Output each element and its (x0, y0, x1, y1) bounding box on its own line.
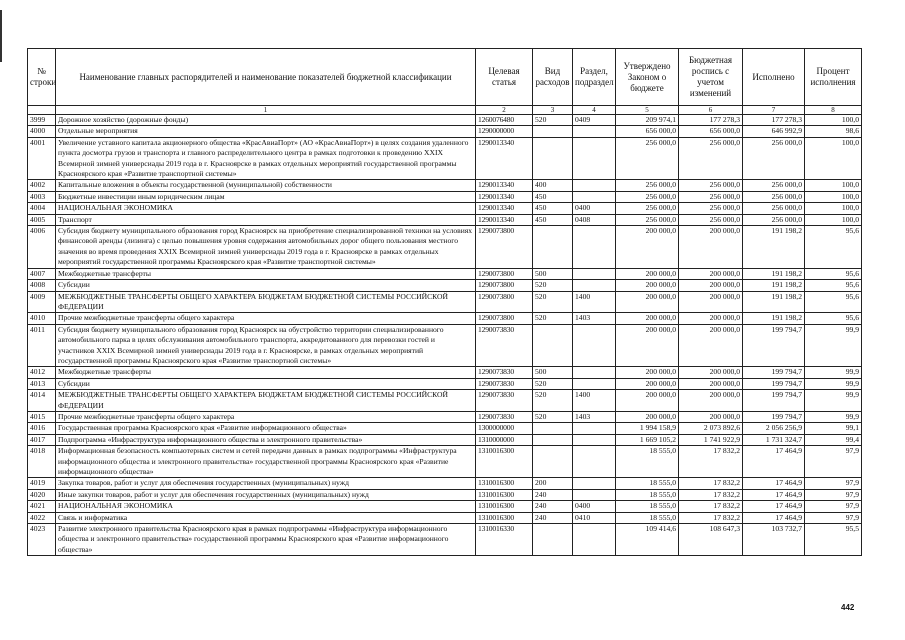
row-section-cell (573, 280, 616, 291)
row-section-cell (573, 324, 616, 367)
row-name-cell: Прочие межбюджетные трансферты общего характера (56, 411, 476, 422)
row-approved-cell: 200 000,0 (616, 378, 679, 389)
row-name-cell: Государственная программа Красноярского края «Развитие информационного общества» (56, 423, 476, 434)
row-section-cell: 1400 (573, 291, 616, 313)
row-section-cell: 1403 (573, 411, 616, 422)
table-row (28, 126, 862, 137)
row-type-cell (533, 423, 573, 434)
column-number: 8 (805, 106, 862, 115)
row-number-cell: 4013 (28, 378, 56, 389)
table-row (28, 446, 862, 478)
row-planned-cell: 200 000,0 (679, 411, 743, 422)
column-number: 7 (743, 106, 805, 115)
row-planned-cell: 256 000,0 (679, 180, 743, 191)
row-planned-cell: 656 000,0 (679, 126, 743, 137)
row-section-cell: 0409 (573, 115, 616, 126)
row-approved-cell: 200 000,0 (616, 411, 679, 422)
header-percent: Процент исполнения (805, 49, 862, 106)
row-percent-cell: 99,9 (805, 324, 862, 367)
row-name-cell: Иные закупки товаров, работ и услуг для обеспечения государственных (муниципальных) нужд (56, 489, 476, 500)
row-executed-cell: 191 198,2 (743, 280, 805, 291)
row-percent-cell: 100,0 (805, 180, 862, 191)
row-code-cell: 1290000000 (476, 126, 533, 137)
table-row (28, 268, 862, 279)
row-name-cell: Капитальные вложения в объекты государственной (муниципальной) собственности (56, 180, 476, 191)
row-section-cell: 0400 (573, 501, 616, 512)
header-approved: Утверждено Законом о бюджете (616, 49, 679, 106)
row-planned-cell: 200 000,0 (679, 291, 743, 313)
table-header-row (28, 49, 862, 106)
row-executed-cell: 256 000,0 (743, 214, 805, 225)
row-number-cell: 4009 (28, 291, 56, 313)
header-target-article: Целевая статья (476, 49, 533, 106)
row-type-cell: 450 (533, 214, 573, 225)
row-number-cell: 4023 (28, 524, 56, 556)
row-planned-cell: 256 000,0 (679, 137, 743, 180)
row-percent-cell: 95,5 (805, 524, 862, 556)
table-row (28, 411, 862, 422)
row-type-cell: 520 (533, 411, 573, 422)
row-name-cell: НАЦИОНАЛЬНАЯ ЭКОНОМИКА (56, 501, 476, 512)
row-executed-cell: 256 000,0 (743, 180, 805, 191)
row-type-cell: 500 (533, 268, 573, 279)
row-executed-cell: 191 198,2 (743, 313, 805, 324)
row-name-cell: Информационная безопасность компьютерных систем и сетей передачи данных в рамках подпрограммы «Инфраструктура информационного общества и электронного правительства» государственной программы Красноярского края «Развитие информационного общества» (56, 446, 476, 478)
row-approved-cell: 200 000,0 (616, 390, 679, 412)
table-row (28, 226, 862, 269)
column-number: 1 (56, 106, 476, 115)
column-number: 3 (533, 106, 573, 115)
row-name-cell: Субсидия бюджету муниципального образования город Красноярск на приобретение специализированной техники на условиях финансовой аренды (лизинга) с целью повышения уровня содержания автомобильных дорог общего пользования местного значения во время проведения XXIX Всемирной зимней универсиады 2019 года в г. Красноярске в рамках отдельных мероприятий государственной программы Красноярского края «Развитие транспортной системы» (56, 226, 476, 269)
row-section-cell (573, 489, 616, 500)
row-planned-cell: 200 000,0 (679, 268, 743, 279)
row-percent-cell: 99,1 (805, 423, 862, 434)
budget-table (27, 48, 862, 556)
row-executed-cell: 17 464,9 (743, 512, 805, 523)
row-type-cell: 450 (533, 191, 573, 202)
row-approved-cell: 200 000,0 (616, 280, 679, 291)
row-code-cell: 1290073800 (476, 291, 533, 313)
row-approved-cell: 109 414,6 (616, 524, 679, 556)
row-percent-cell: 97,9 (805, 489, 862, 500)
row-percent-cell: 100,0 (805, 203, 862, 214)
row-percent-cell: 97,9 (805, 446, 862, 478)
row-number-cell: 4021 (28, 501, 56, 512)
row-executed-cell: 1 731 324,7 (743, 434, 805, 445)
row-executed-cell: 199 794,7 (743, 411, 805, 422)
row-name-cell: Бюджетные инвестиции иным юридическим лицам (56, 191, 476, 202)
row-code-cell: 1290013340 (476, 180, 533, 191)
header-executed: Исполнено (743, 49, 805, 106)
row-name-cell: МЕЖБЮДЖЕТНЫЕ ТРАНСФЕРТЫ ОБЩЕГО ХАРАКТЕРА БЮДЖЕТАМ БЮДЖЕТНОЙ СИСТЕМЫ РОССИЙСКОЙ ФЕДЕРАЦИИ (56, 291, 476, 313)
row-number-cell: 4019 (28, 478, 56, 489)
column-number (28, 106, 56, 115)
row-name-cell: Дорожное хозяйство (дорожные фонды) (56, 115, 476, 126)
row-type-cell (533, 524, 573, 556)
row-name-cell: Субсидии (56, 280, 476, 291)
row-planned-cell: 17 832,2 (679, 501, 743, 512)
column-number: 5 (616, 106, 679, 115)
row-name-cell: Подпрограмма «Инфраструктура информационного общества и электронного правительства» (56, 434, 476, 445)
row-section-cell: 0400 (573, 203, 616, 214)
row-number-cell: 4003 (28, 191, 56, 202)
row-code-cell: 1290073830 (476, 367, 533, 378)
table-row (28, 313, 862, 324)
table-row (28, 214, 862, 225)
row-approved-cell: 256 000,0 (616, 137, 679, 180)
row-percent-cell: 100,0 (805, 191, 862, 202)
row-section-cell (573, 367, 616, 378)
table-row (28, 378, 862, 389)
row-planned-cell: 200 000,0 (679, 390, 743, 412)
row-number-cell: 4005 (28, 214, 56, 225)
header-planned: Бюджетная роспись с учетом изменений (679, 49, 743, 106)
row-approved-cell: 256 000,0 (616, 214, 679, 225)
row-percent-cell: 99,9 (805, 390, 862, 412)
table-row (28, 489, 862, 500)
header-row-number: № строки (28, 49, 56, 106)
row-executed-cell: 256 000,0 (743, 137, 805, 180)
row-section-cell (573, 191, 616, 202)
row-number-cell: 4018 (28, 446, 56, 478)
row-section-cell (573, 524, 616, 556)
table-row (28, 137, 862, 180)
row-type-cell (533, 226, 573, 269)
row-planned-cell: 1 741 922,9 (679, 434, 743, 445)
row-number-cell: 4006 (28, 226, 56, 269)
row-type-cell (533, 434, 573, 445)
row-percent-cell: 97,9 (805, 501, 862, 512)
row-percent-cell: 99,9 (805, 411, 862, 422)
row-section-cell (573, 446, 616, 478)
row-planned-cell: 200 000,0 (679, 378, 743, 389)
row-code-cell: 1310016300 (476, 446, 533, 478)
row-planned-cell: 17 832,2 (679, 478, 743, 489)
row-approved-cell: 18 555,0 (616, 489, 679, 500)
row-section-cell: 0408 (573, 214, 616, 225)
header-name: Наименование главных распорядителей и наименование показателей бюджетной классификации (56, 49, 476, 106)
row-type-cell: 450 (533, 203, 573, 214)
row-section-cell (573, 126, 616, 137)
table-row (28, 434, 862, 445)
row-section-cell (573, 180, 616, 191)
row-name-cell: Субсидия бюджету муниципального образования город Красноярск на обустройство территории специализированного автомобильного парка в целях обслуживания автомобильного транспорта, аккредитованного для перевозки гостей и участников XXIX Всемирной зимней универсиады 2019 года в г. Красноярске, в рамках отдельных мероприятий государственной программы Красноярского края «Развитие транспортной системы» (56, 324, 476, 367)
row-type-cell: 400 (533, 180, 573, 191)
row-code-cell: 1290073800 (476, 268, 533, 279)
row-executed-cell: 191 198,2 (743, 291, 805, 313)
row-executed-cell: 191 198,2 (743, 226, 805, 269)
row-number-cell: 4022 (28, 512, 56, 523)
row-executed-cell: 2 056 256,9 (743, 423, 805, 434)
row-percent-cell: 98,6 (805, 126, 862, 137)
row-approved-cell: 1 994 158,9 (616, 423, 679, 434)
row-percent-cell: 99,9 (805, 378, 862, 389)
row-code-cell: 1290013340 (476, 214, 533, 225)
table-row (28, 390, 862, 412)
row-code-cell: 1290073830 (476, 324, 533, 367)
row-planned-cell: 200 000,0 (679, 226, 743, 269)
column-number-row (28, 106, 862, 115)
row-planned-cell: 17 832,2 (679, 512, 743, 523)
row-executed-cell: 17 464,9 (743, 478, 805, 489)
page-edge-mark (0, 10, 2, 62)
row-planned-cell: 256 000,0 (679, 214, 743, 225)
table-row (28, 191, 862, 202)
row-approved-cell: 200 000,0 (616, 226, 679, 269)
row-type-cell: 520 (533, 390, 573, 412)
row-type-cell (533, 126, 573, 137)
row-code-cell: 1290073830 (476, 411, 533, 422)
row-percent-cell: 97,9 (805, 478, 862, 489)
row-section-cell: 0410 (573, 512, 616, 523)
row-code-cell: 1290013340 (476, 203, 533, 214)
row-code-cell: 1290013340 (476, 137, 533, 180)
row-type-cell: 200 (533, 478, 573, 489)
table-row (28, 180, 862, 191)
row-percent-cell: 95,6 (805, 313, 862, 324)
table-row (28, 324, 862, 367)
row-type-cell: 520 (533, 115, 573, 126)
row-code-cell: 1310016330 (476, 524, 533, 556)
row-section-cell: 1400 (573, 390, 616, 412)
row-number-cell: 4020 (28, 489, 56, 500)
row-number-cell: 4016 (28, 423, 56, 434)
row-number-cell: 4004 (28, 203, 56, 214)
row-code-cell: 1310016300 (476, 501, 533, 512)
column-number: 2 (476, 106, 533, 115)
row-code-cell: 1290073830 (476, 378, 533, 389)
table-row (28, 203, 862, 214)
row-code-cell: 1310016300 (476, 512, 533, 523)
row-planned-cell: 108 647,3 (679, 524, 743, 556)
row-code-cell: 1260076480 (476, 115, 533, 126)
row-executed-cell: 256 000,0 (743, 203, 805, 214)
row-code-cell: 1310000000 (476, 434, 533, 445)
row-approved-cell: 18 555,0 (616, 512, 679, 523)
row-type-cell (533, 137, 573, 180)
row-approved-cell: 656 000,0 (616, 126, 679, 137)
row-number-cell: 4007 (28, 268, 56, 279)
row-percent-cell: 95,6 (805, 268, 862, 279)
row-type-cell: 520 (533, 280, 573, 291)
table-row (28, 280, 862, 291)
row-code-cell: 1290013340 (476, 191, 533, 202)
row-number-cell: 4010 (28, 313, 56, 324)
row-code-cell: 1290073800 (476, 280, 533, 291)
row-name-cell: Развитие электронного правительства Красноярского края в рамках подпрограммы «Инфраструктура информационного общества и электронного правительства» государственной программы Красноярского края «Развитие информационного общества» (56, 524, 476, 556)
row-percent-cell: 99,4 (805, 434, 862, 445)
row-percent-cell: 100,0 (805, 115, 862, 126)
row-name-cell: Закупка товаров, работ и услуг для обеспечения государственных (муниципальных) нужд (56, 478, 476, 489)
row-type-cell: 520 (533, 313, 573, 324)
row-approved-cell: 256 000,0 (616, 191, 679, 202)
row-approved-cell: 18 555,0 (616, 446, 679, 478)
row-name-cell: Межбюджетные трансферты (56, 367, 476, 378)
row-section-cell (573, 478, 616, 489)
row-code-cell: 1290073800 (476, 313, 533, 324)
row-section-cell (573, 137, 616, 180)
row-section-cell: 1403 (573, 313, 616, 324)
row-percent-cell: 95,6 (805, 226, 862, 269)
row-name-cell: Транспорт (56, 214, 476, 225)
row-executed-cell: 191 198,2 (743, 268, 805, 279)
row-executed-cell: 646 992,9 (743, 126, 805, 137)
row-name-cell: Межбюджетные трансферты (56, 268, 476, 279)
row-planned-cell: 200 000,0 (679, 324, 743, 367)
row-executed-cell: 199 794,7 (743, 378, 805, 389)
row-executed-cell: 177 278,3 (743, 115, 805, 126)
row-approved-cell: 200 000,0 (616, 367, 679, 378)
row-planned-cell: 200 000,0 (679, 313, 743, 324)
table-row (28, 501, 862, 512)
row-percent-cell: 95,6 (805, 291, 862, 313)
row-approved-cell: 200 000,0 (616, 324, 679, 367)
row-number-cell: 4014 (28, 390, 56, 412)
row-planned-cell: 256 000,0 (679, 191, 743, 202)
row-planned-cell: 2 073 892,6 (679, 423, 743, 434)
row-executed-cell: 199 794,7 (743, 324, 805, 367)
row-approved-cell: 200 000,0 (616, 268, 679, 279)
row-approved-cell: 209 974,1 (616, 115, 679, 126)
row-planned-cell: 256 000,0 (679, 203, 743, 214)
row-name-cell: Субсидии (56, 378, 476, 389)
row-approved-cell: 256 000,0 (616, 203, 679, 214)
table-row (28, 478, 862, 489)
row-name-cell: НАЦИОНАЛЬНАЯ ЭКОНОМИКА (56, 203, 476, 214)
row-percent-cell: 95,6 (805, 280, 862, 291)
row-executed-cell: 199 794,7 (743, 390, 805, 412)
row-name-cell: Прочие межбюджетные трансферты общего характера (56, 313, 476, 324)
row-section-cell (573, 378, 616, 389)
table-row (28, 291, 862, 313)
row-type-cell (533, 324, 573, 367)
row-executed-cell: 17 464,9 (743, 501, 805, 512)
row-section-cell (573, 434, 616, 445)
row-number-cell: 3999 (28, 115, 56, 126)
table-row (28, 524, 862, 556)
row-executed-cell: 256 000,0 (743, 191, 805, 202)
row-name-cell: Увеличение уставного капитала акционерного общества «КрасАвиаПорт» (АО «КрасАвиаПорт») в целях создания удаленного пункта досмотра грузов и транспорта и главного распределительного центра в рамках подготовки к проведению XXIX Всемирной зимней универсиады 2019 года в г. Красноярске в рамках отдельных мероприятий государственной программы Красноярского края «Развитие транспортной системы» (56, 137, 476, 180)
row-approved-cell: 256 000,0 (616, 180, 679, 191)
row-planned-cell: 200 000,0 (679, 280, 743, 291)
row-code-cell: 1300000000 (476, 423, 533, 434)
row-approved-cell: 200 000,0 (616, 291, 679, 313)
row-number-cell: 4015 (28, 411, 56, 422)
row-number-cell: 4001 (28, 137, 56, 180)
row-number-cell: 4011 (28, 324, 56, 367)
row-approved-cell: 18 555,0 (616, 478, 679, 489)
row-executed-cell: 199 794,7 (743, 367, 805, 378)
row-type-cell: 500 (533, 367, 573, 378)
row-approved-cell: 18 555,0 (616, 501, 679, 512)
row-type-cell: 240 (533, 489, 573, 500)
row-planned-cell: 17 832,2 (679, 489, 743, 500)
budget-table-container (27, 48, 861, 556)
table-row (28, 367, 862, 378)
row-number-cell: 4012 (28, 367, 56, 378)
table-row (28, 115, 862, 126)
row-code-cell: 1310016300 (476, 489, 533, 500)
row-section-cell (573, 226, 616, 269)
row-code-cell: 1310016300 (476, 478, 533, 489)
row-planned-cell: 177 278,3 (679, 115, 743, 126)
header-expense-type: Вид расходов (533, 49, 573, 106)
row-number-cell: 4000 (28, 126, 56, 137)
row-name-cell: Отдельные мероприятия (56, 126, 476, 137)
row-approved-cell: 200 000,0 (616, 313, 679, 324)
row-type-cell: 520 (533, 378, 573, 389)
table-row (28, 423, 862, 434)
row-code-cell: 1290073800 (476, 226, 533, 269)
row-name-cell: МЕЖБЮДЖЕТНЫЕ ТРАНСФЕРТЫ ОБЩЕГО ХАРАКТЕРА БЮДЖЕТАМ БЮДЖЕТНОЙ СИСТЕМЫ РОССИЙСКОЙ ФЕДЕРАЦИИ (56, 390, 476, 412)
row-number-cell: 4008 (28, 280, 56, 291)
row-type-cell: 240 (533, 501, 573, 512)
row-name-cell: Связь и информатика (56, 512, 476, 523)
column-number: 6 (679, 106, 743, 115)
row-number-cell: 4017 (28, 434, 56, 445)
row-percent-cell: 99,9 (805, 367, 862, 378)
header-section: Раздел, подраздел (573, 49, 616, 106)
row-executed-cell: 103 732,7 (743, 524, 805, 556)
row-section-cell (573, 423, 616, 434)
row-planned-cell: 200 000,0 (679, 367, 743, 378)
row-percent-cell: 100,0 (805, 214, 862, 225)
row-type-cell: 240 (533, 512, 573, 523)
row-percent-cell: 97,9 (805, 512, 862, 523)
row-executed-cell: 17 464,9 (743, 489, 805, 500)
row-executed-cell: 17 464,9 (743, 446, 805, 478)
row-approved-cell: 1 669 105,2 (616, 434, 679, 445)
row-type-cell (533, 446, 573, 478)
row-code-cell: 1290073830 (476, 390, 533, 412)
row-section-cell (573, 268, 616, 279)
row-planned-cell: 17 832,2 (679, 446, 743, 478)
table-row (28, 512, 862, 523)
column-number: 4 (573, 106, 616, 115)
row-number-cell: 4002 (28, 180, 56, 191)
page-number: 442 (841, 603, 855, 612)
row-type-cell: 520 (533, 291, 573, 313)
row-percent-cell: 100,0 (805, 137, 862, 180)
